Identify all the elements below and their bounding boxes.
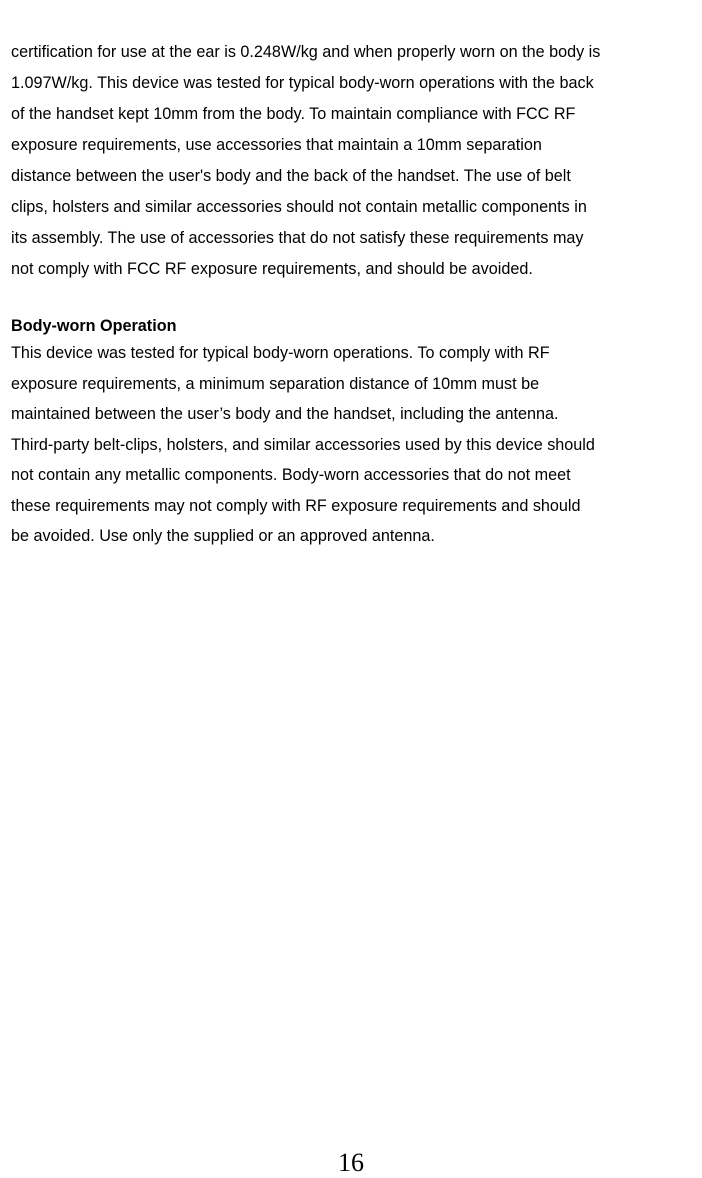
text-line: of the handset kept 10mm from the body. To maintain compliance with FCC RF xyxy=(11,105,576,123)
paragraph-certification xyxy=(11,37,695,285)
text-line: be avoided. Use only the supplied or an approved antenna. xyxy=(11,527,435,545)
text-line: its assembly. The use of accessories that do not satisfy these requirements may xyxy=(11,229,584,247)
text-line: these requirements may not comply with RF exposure requirements and should xyxy=(11,496,581,515)
text-line: This device was tested for typical body-worn operations. To comply with RF xyxy=(11,344,550,362)
text-line: 1.097W/kg. This device was tested for typical body-worn operations with the back xyxy=(11,74,594,92)
text-line: Third-party belt-clips, holsters, and similar accessories used by this device should xyxy=(11,435,595,454)
text-line: clips, holsters and similar accessories should not contain metallic components in xyxy=(11,198,587,216)
text-line: certification for use at the ear is 0.248W/kg and when properly worn on the body is xyxy=(11,43,601,61)
paragraph-spacer xyxy=(11,285,695,314)
text-line: maintained between the user’s body and the handset, including the antenna. xyxy=(11,405,559,423)
text-line: distance between the user's body and the back of the handset. The use of belt xyxy=(11,167,571,185)
section-body-worn-operation xyxy=(11,314,695,552)
page-number: 16 xyxy=(338,1148,364,1177)
text-line: not contain any metallic components. Body-worn accessories that do not meet xyxy=(11,466,571,484)
text-line: exposure requirements, use accessories that maintain a 10mm separation xyxy=(11,136,542,154)
text-line: exposure requirements, a minimum separation distance of 10mm must be xyxy=(11,374,540,393)
document-page xyxy=(11,37,695,552)
text-line: not comply with FCC RF exposure requirements, and should be avoided. xyxy=(11,260,533,278)
section-heading: Body-worn Operation xyxy=(11,317,177,335)
